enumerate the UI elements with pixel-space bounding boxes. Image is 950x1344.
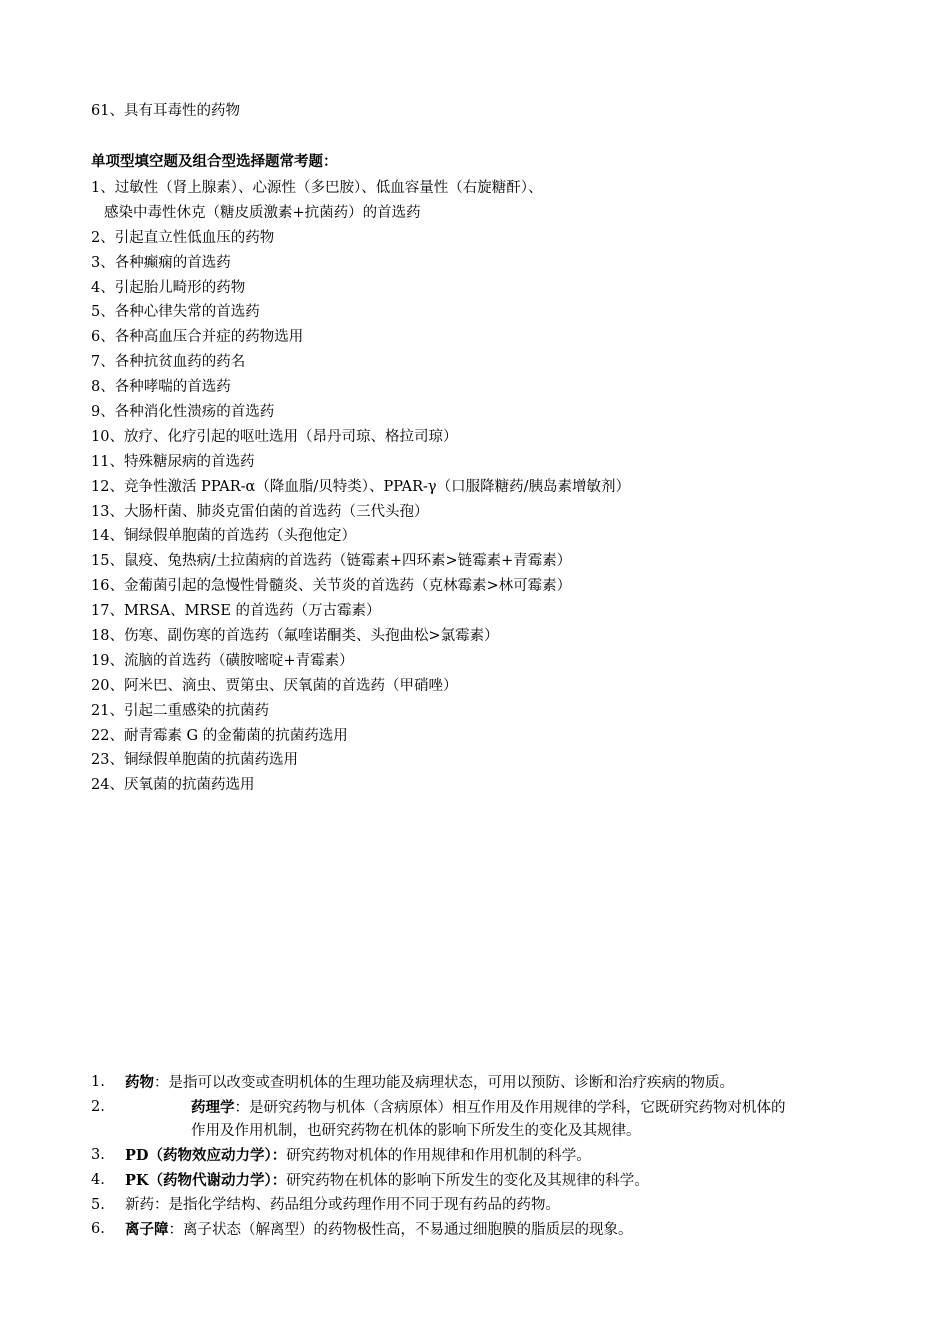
section-heading: 单项型填空题及组合型选择题常考题： bbox=[91, 153, 338, 170]
definition-list bbox=[91, 1071, 786, 1242]
topic-list bbox=[91, 176, 630, 798]
topic-item: 18、伤寒、副伤寒的首选药（氟喹诺酮类、头孢曲松>氯霉素） bbox=[91, 628, 499, 645]
definition-item bbox=[91, 1169, 786, 1193]
topic-item: 14、铜绿假单胞菌的首选药（头孢他定） bbox=[91, 528, 356, 545]
definition-number: 4. bbox=[91, 1172, 105, 1188]
definition-term: 药物 bbox=[125, 1074, 154, 1091]
topic-item: 8、各种哮喘的首选药 bbox=[91, 379, 231, 396]
definition-text-continuation: 作用及作用机制，也研究药物在机体的影响下所发生的变化及其规律。 bbox=[191, 1123, 641, 1139]
topic-item: 1、过敏性（肾上腺素）、心源性（多巴胺）、低血容量性（右旋糖酐）、 bbox=[91, 180, 543, 196]
definition-term: PD（药物效应动力学）： bbox=[125, 1147, 287, 1164]
topic-item: 11、特殊糖尿病的首选药 bbox=[91, 453, 255, 470]
definition-item bbox=[91, 1096, 786, 1143]
topic-item: 16、金葡菌引起的急慢性骨髓炎、关节炎的首选药（克林霉素>林可霉素） bbox=[91, 578, 572, 595]
definition-item bbox=[91, 1071, 786, 1095]
definition-number: 5. bbox=[91, 1197, 105, 1213]
topic-item: 2、引起直立性低血压的药物 bbox=[91, 229, 275, 246]
definition-separator: ： bbox=[168, 1222, 183, 1238]
topic-item: 9、各种消化性溃疡的首选药 bbox=[91, 404, 275, 421]
topic-item: 6、各种高血压合并症的药物选用 bbox=[91, 329, 304, 346]
definition-text: 离子状态（解离型）的药物极性高，不易通过细胞膜的脂质层的现象。 bbox=[183, 1222, 633, 1238]
definition-term: 药理学 bbox=[191, 1099, 235, 1116]
definition-text: 研究药物在机体的影响下所发生的变化及其规律的科学。 bbox=[286, 1173, 649, 1189]
topic-item: 12、竞争性激活 PPAR-α（降血脂/贝特类）、PPAR-γ（口服降糖药/胰岛素增敏剂） bbox=[91, 478, 630, 495]
topic-item: 20、阿米巴、滴虫、贾第虫、厌氧菌的首选药（甲硝唑） bbox=[91, 677, 458, 694]
definition-text: 是指可以改变或查明机体的生理功能及病理状态，可用以预防、诊断和治疗疾病的物质。 bbox=[168, 1075, 734, 1091]
topic-item: 7、各种抗贫血药的药名 bbox=[91, 354, 246, 371]
topic-item: 19、流脑的首选药（磺胺嘧啶+青霉素） bbox=[91, 652, 354, 669]
definition-number: 2. bbox=[91, 1099, 105, 1115]
definition-text: 新药：是指化学结构、药品组分或药理作用不同于现有药品的药物。 bbox=[125, 1197, 560, 1213]
topic-item: 4、引起胎儿畸形的药物 bbox=[91, 279, 246, 296]
topic-item: 24、厌氧菌的抗菌药选用 bbox=[91, 777, 255, 794]
definition-separator: ： bbox=[234, 1100, 249, 1116]
definition-text: 研究药物对机体的作用规律和作用机制的科学。 bbox=[286, 1148, 591, 1164]
definition-item bbox=[91, 1144, 786, 1168]
topic-item: 17、MRSA、MRSE 的首选药（万古霉素） bbox=[91, 603, 381, 620]
topic-item: 5、各种心律失常的首选药 bbox=[91, 304, 260, 321]
intro-line: 61、具有耳毒性的药物 bbox=[91, 103, 240, 119]
definition-number: 1. bbox=[91, 1074, 105, 1090]
topic-item: 21、引起二重感染的抗菌药 bbox=[91, 702, 269, 719]
topic-item: 15、鼠疫、兔热病/土拉菌病的首选药（链霉素+四环素>链霉素+青霉素） bbox=[91, 553, 572, 570]
definition-number: 6. bbox=[91, 1221, 105, 1237]
definition-text: 是研究药物与机体（含病原体）相互作用及作用规律的学科，它既研究药物对机体的 bbox=[249, 1100, 786, 1116]
definition-item bbox=[91, 1194, 786, 1217]
definition-separator: ： bbox=[154, 1075, 169, 1091]
topic-item: 10、放疗、化疗引起的呕吐选用（昂丹司琼、格拉司琼） bbox=[91, 428, 458, 445]
topic-item: 3、各种癫痫的首选药 bbox=[91, 254, 231, 271]
topic-item: 13、大肠杆菌、肺炎克雷伯菌的首选药（三代头孢） bbox=[91, 503, 429, 520]
definition-number: 3. bbox=[91, 1147, 105, 1163]
topic-item: 22、耐青霉素 G 的金葡菌的抗菌药选用 bbox=[91, 727, 348, 744]
topic-item-continuation: 感染中毒性休克（糖皮质激素+抗菌药）的首选药 bbox=[104, 204, 421, 221]
definition-term: PK（药物代谢动力学）： bbox=[125, 1172, 287, 1189]
topic-item: 23、铜绿假单胞菌的抗菌药选用 bbox=[91, 752, 298, 769]
definition-item bbox=[91, 1218, 786, 1242]
definition-term: 离子障 bbox=[125, 1221, 169, 1238]
